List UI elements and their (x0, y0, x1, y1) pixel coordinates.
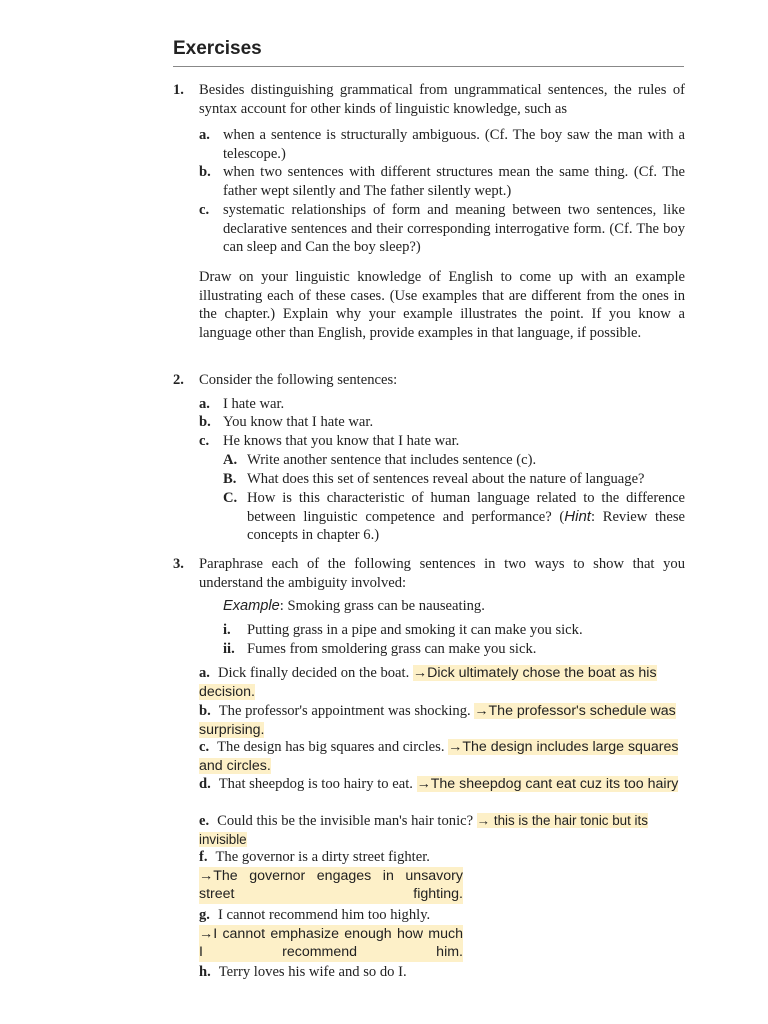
answer-item-c (199, 738, 685, 775)
item-label: b. (199, 414, 211, 430)
roman-text: Putting grass in a pipe and smoking it can make you sick. (247, 622, 583, 638)
example-line (223, 597, 485, 616)
example-label: Example (223, 598, 280, 614)
answer-label: a. (199, 665, 210, 681)
answer-text[interactable]: → this is the hair tonic but its invisible (199, 813, 648, 847)
item-label: b. (199, 164, 211, 180)
task-text: Write another sentence that includes sentence (c). (247, 452, 537, 468)
answer-text[interactable]: →The governor engages in unsavory street fighting. (199, 867, 463, 903)
question-2-intro: Consider the following sentences: (199, 372, 398, 388)
task-label: A. (223, 452, 238, 468)
answer-item-b (199, 702, 685, 739)
answer-item-g (199, 906, 463, 962)
answer-item-e (199, 812, 685, 849)
sentence-text: Dick finally decided on the boat. (217, 665, 410, 681)
item-label: c. (199, 433, 210, 449)
answer-label: c. (199, 739, 210, 755)
answer-label: d. (199, 776, 211, 792)
task-label: B. (223, 471, 237, 487)
hint-label: Hint (564, 507, 591, 525)
task-text-before: How is this characteristic of human language related to the difference between linguistic competence and performance? ( (247, 490, 685, 525)
roman-label: i. (223, 622, 231, 638)
question-3-intro: Paraphrase each of the following sentences in two ways to show that you understand the ambiguity involved: (199, 556, 685, 591)
question-number: 3. (173, 556, 184, 572)
answer-label: b. (199, 703, 211, 719)
question-1-item-c (199, 201, 685, 257)
page-heading: Exercises (173, 38, 262, 59)
item-text: when a sentence is structurally ambiguous. (Cf. The boy saw the man with a telescope.) (223, 127, 685, 162)
question-2-task-c (223, 489, 685, 545)
sentence-text: The professor's appointment was shocking. (218, 703, 471, 719)
question-number: 1. (173, 82, 184, 98)
item-text: You know that I hate war. (223, 414, 374, 430)
answer-text[interactable]: →The sheepdog cant eat cuz its too hairy (416, 776, 679, 792)
roman-label: ii. (223, 641, 235, 657)
question-2-task-a (223, 451, 685, 470)
question-number: 2. (173, 372, 184, 388)
question-2-task-b (223, 470, 685, 489)
task-text-after: : Review these concepts in chapter 6.) (247, 508, 685, 544)
item-text: when two sentences with different structures mean the same thing. (Cf. The father wept silently and The father silently wept.) (223, 164, 685, 199)
answer-label: g. (199, 907, 210, 923)
example-text: : Smoking grass can be nauseating. (279, 598, 485, 614)
item-label: c. (199, 202, 210, 218)
sentence-text: The design has big squares and circles. (217, 739, 445, 755)
heading-rule (173, 66, 684, 67)
task-text: What does this set of sentences reveal about the nature of language? (247, 471, 645, 487)
answer-label: h. (199, 964, 211, 980)
question-2-item-a (199, 395, 685, 414)
answer-item-h (199, 963, 685, 982)
item-text: systematic relationships of form and meaning between two sentences, like declarative sentences and their corresponding interrogative form. (Cf. The boy can sleep and Can the boy sleep?) (223, 202, 685, 256)
task-text (223, 489, 685, 545)
answer-text[interactable]: →Dick ultimately chose the boat as his decision. (199, 665, 657, 700)
question-2-item-c (199, 432, 685, 451)
item-text: I hate war. (223, 396, 285, 412)
question-2-item-b (199, 413, 685, 432)
example-paraphrase-i (223, 621, 685, 640)
sentence-text: Terry loves his wife and so do I. (218, 964, 407, 980)
question-1-item-b (199, 163, 685, 200)
question-1-intro: Besides distinguishing grammatical from ungrammatical sentences, the rules of syntax account for other kinds of linguistic knowledge, such as (199, 82, 685, 117)
sentence-text: The governor is a dirty street fighter. (215, 849, 430, 865)
answer-text[interactable]: →The design includes large squares and circles. (199, 739, 679, 774)
item-label: a. (199, 127, 210, 143)
item-text: He knows that you know that I hate war. (223, 433, 460, 449)
question-1-instructions: Draw on your linguistic knowledge of English to come up with an example illustrating each of these cases. (Use examples that are different from the ones in the chapter.) Explain why your example illustrates the point. If you know a language other than English, provide examples in that language, if possible. (199, 269, 685, 341)
answer-text[interactable]: →The professor's schedule was surprising. (199, 703, 676, 738)
sentence-text: I cannot recommend him too highly. (217, 907, 431, 923)
answer-label: f. (199, 849, 208, 865)
answer-label: e. (199, 813, 210, 829)
answer-item-d (199, 775, 685, 794)
sentence-text: Could this be the invisible man's hair tonic? (217, 813, 474, 829)
sentence-text: That sheepdog is too hairy to eat. (218, 776, 413, 792)
answer-item-a (199, 664, 685, 701)
answer-item-f (199, 848, 463, 904)
answer-text[interactable]: →I cannot emphasize enough how much I recommend him. (199, 925, 463, 961)
question-1-item-a (199, 126, 685, 163)
roman-text: Fumes from smoldering grass can make you sick. (247, 641, 537, 657)
item-label: a. (199, 396, 210, 412)
example-paraphrase-ii (223, 640, 685, 659)
task-label: C. (223, 490, 238, 506)
